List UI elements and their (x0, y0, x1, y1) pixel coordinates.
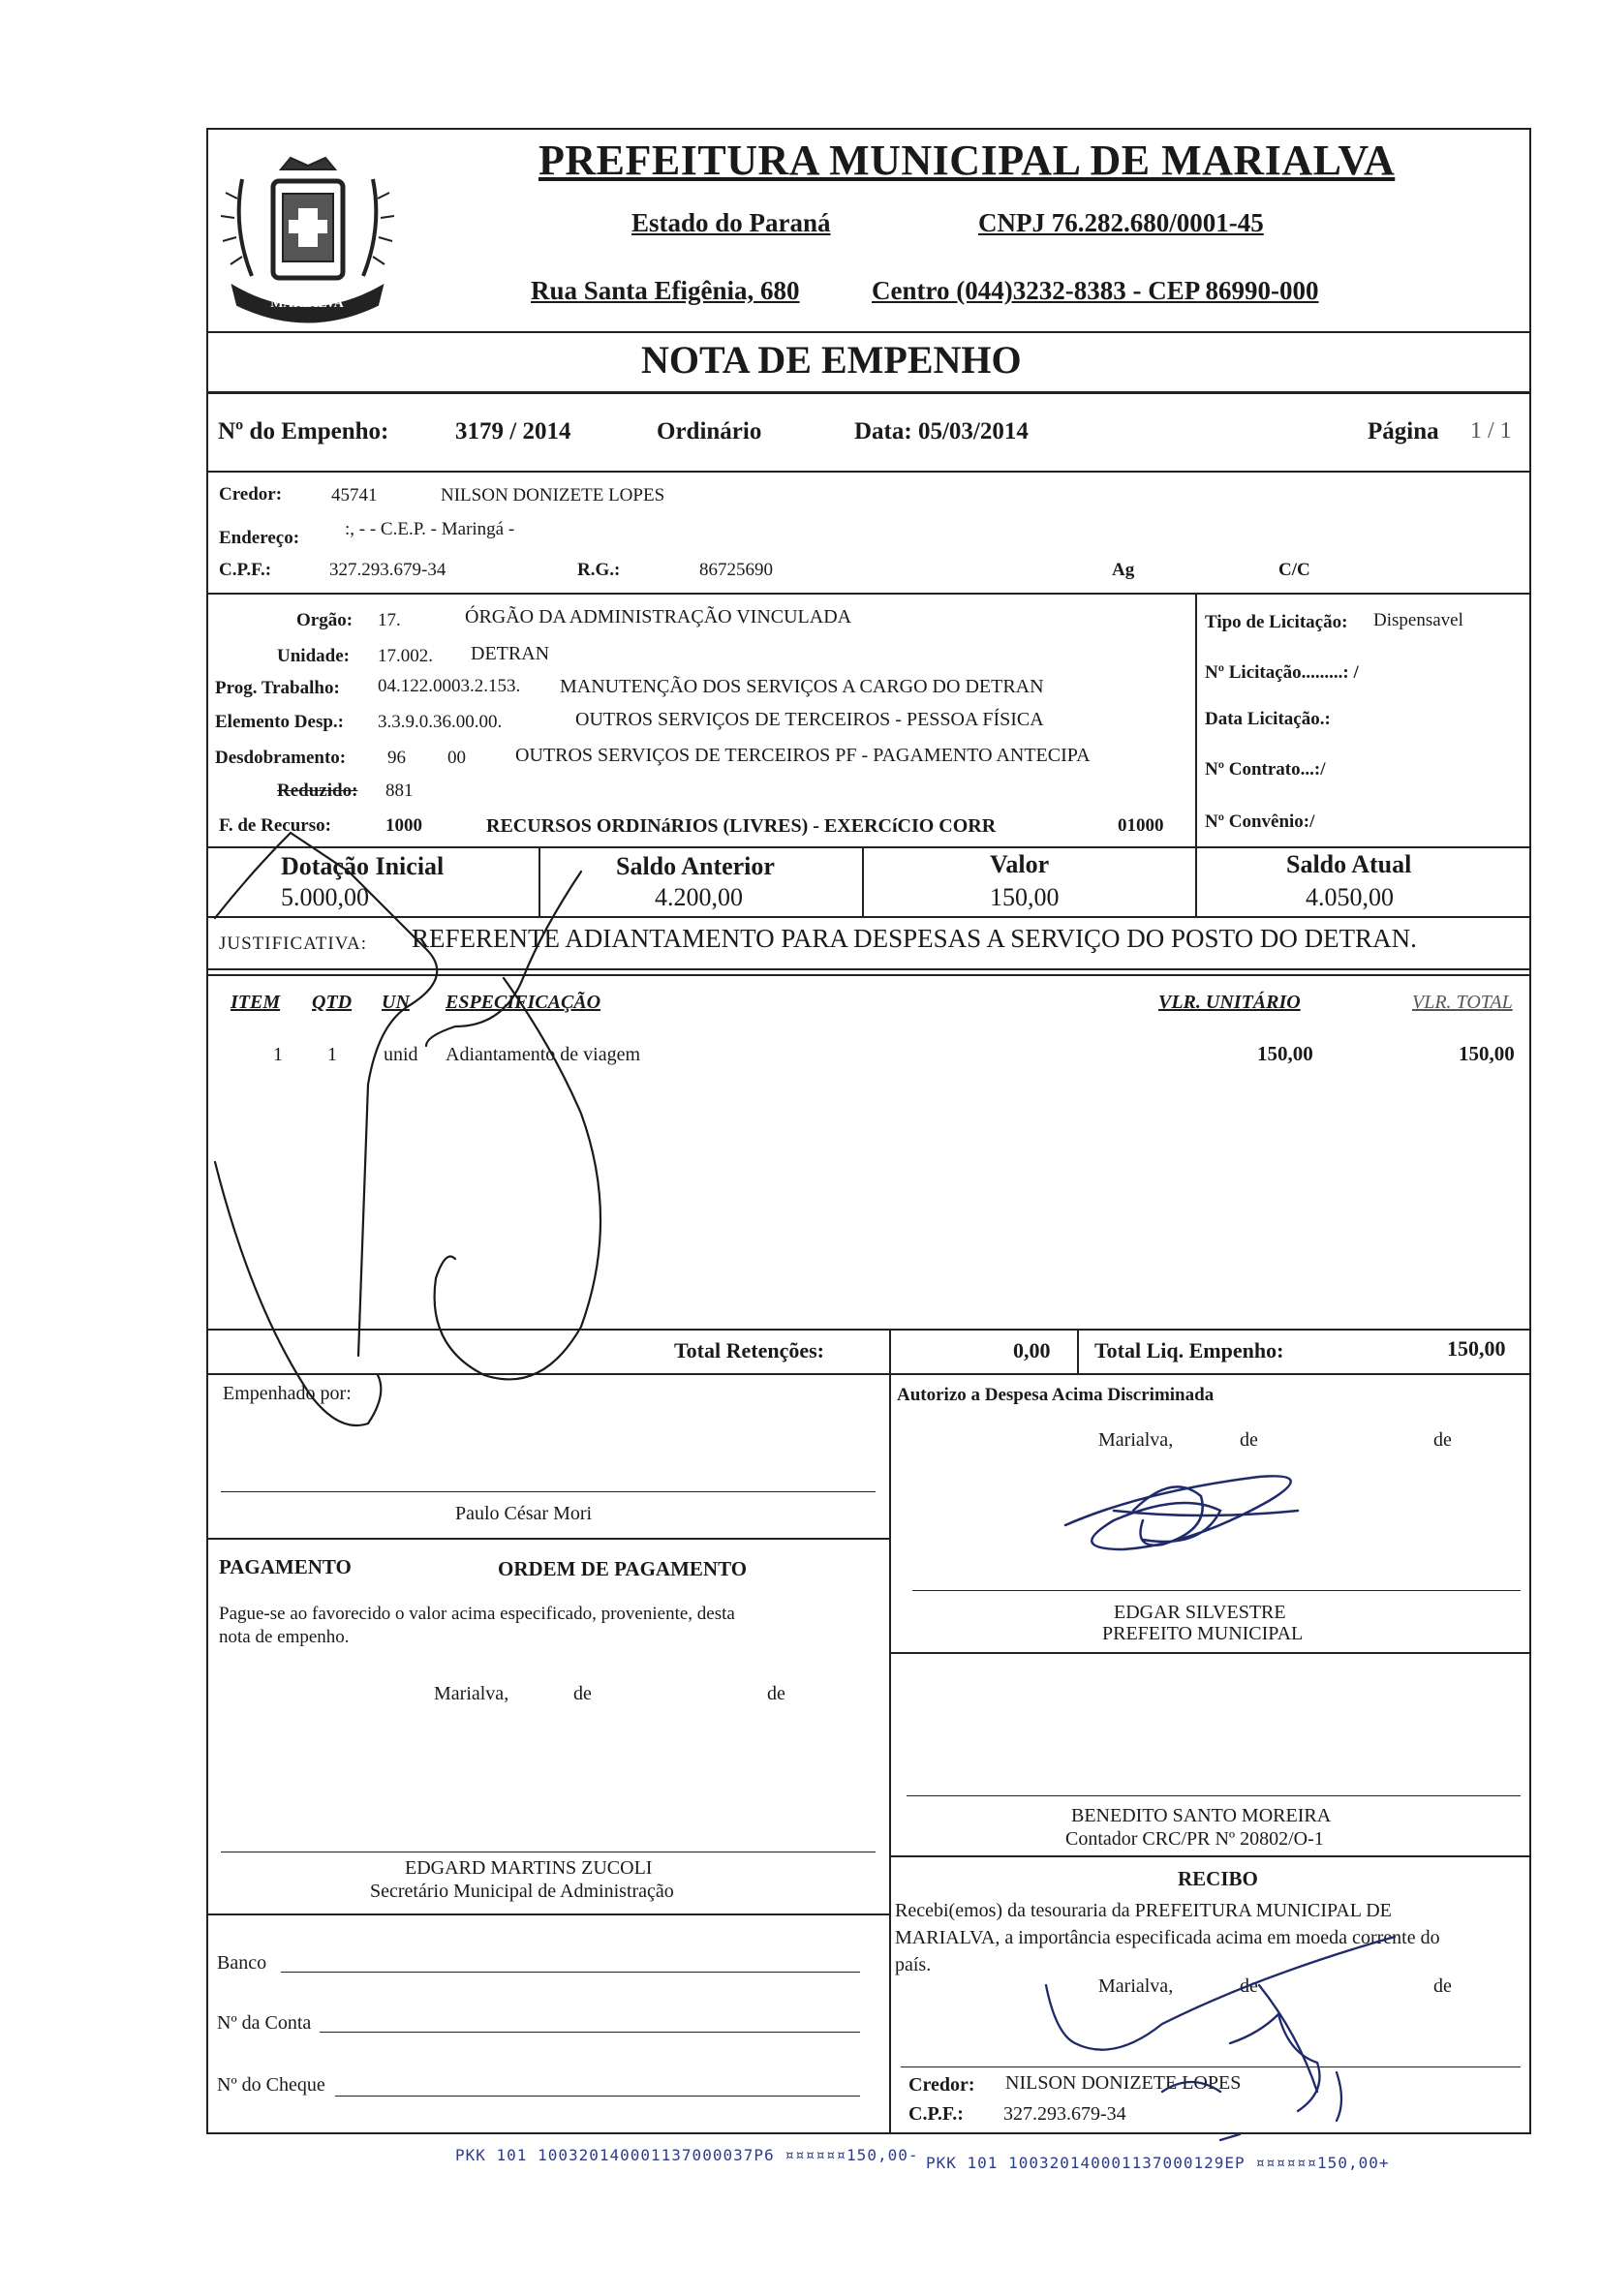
pagamento-label: PAGAMENTO (219, 1555, 352, 1578)
divider (889, 1373, 891, 2134)
divider (889, 1855, 1531, 1857)
divider (206, 1373, 1531, 1375)
desdobramento-label: Desdobramento: (215, 748, 347, 768)
prog-label: Prog. Trabalho: (215, 678, 340, 698)
contador-name: BENEDITO SANTO MOREIRA (1071, 1805, 1332, 1826)
recurso-label: F. de Recurso: (219, 815, 331, 836)
bank-stamp-left: PKK 101 100320140001137000037P6 ¤¤¤¤¤¤150,00- (455, 2146, 919, 2164)
divider (206, 1329, 1531, 1331)
recurso-code: 1000 (385, 815, 422, 836)
recurso-name: RECURSOS ORDINáRIOS (LIVRES) - EXERCíCIO CORR (486, 815, 997, 837)
signature-line (907, 1795, 1521, 1796)
row-spec: Adiantamento de viagem (446, 1044, 641, 1065)
saldo-anterior-value: 4.200,00 (655, 883, 743, 911)
signature-line (901, 2066, 1521, 2067)
bank-stamp-right: PKK 101 100320140001137000129EP ¤¤¤¤¤¤150,00+ (926, 2154, 1390, 2172)
credor-name: NILSON DONIZETE LOPES (441, 485, 665, 505)
banco-label: Banco (217, 1952, 267, 1974)
prefeito-name: EDGAR SILVESTRE (1114, 1602, 1286, 1623)
reduzido-label: Reduzido: (277, 781, 358, 801)
credor-label: Credor: (219, 484, 283, 505)
recibo-text-1: Recebi(emos) da tesouraria da PREFEITURA MUNICIPAL DE (895, 1900, 1392, 1921)
ordem-pagamento-title: ORDEM DE PAGAMENTO (498, 1557, 748, 1580)
recibo-de-1: de (1240, 1975, 1258, 1997)
pagamento-text-2: nota de empenho. (219, 1627, 350, 1647)
col-vlr-unitario: VLR. UNITÁRIO (1158, 992, 1301, 1013)
divider (206, 471, 1531, 473)
cpf-label: C.P.F.: (219, 560, 272, 580)
header-state: Estado do Paraná (631, 208, 831, 237)
divider (1077, 1329, 1079, 1373)
recurso-code2: 01000 (1118, 815, 1164, 836)
recibo-title: RECIBO (1178, 1867, 1258, 1890)
signature-line (221, 1491, 876, 1492)
row-unit: 150,00 (1257, 1042, 1313, 1065)
liq-empenho-label: Total Liq. Empenho: (1094, 1338, 1284, 1362)
orgao-label: Orgão: (296, 610, 354, 630)
row-un: unid (384, 1044, 418, 1065)
coat-label: MARIALVA (270, 296, 344, 311)
liq-empenho-value: 150,00 (1447, 1336, 1506, 1361)
empenho-date: Data: 05/03/2014 (854, 418, 1029, 444)
row-qtd: 1 (327, 1044, 337, 1065)
header-cnpj: CNPJ 76.282.680/0001-45 (978, 208, 1264, 237)
col-qtd: QTD (312, 992, 353, 1013)
document-title: NOTA DE EMPENHO (641, 338, 1022, 382)
secretario-name: EDGARD MARTINS ZUCOLI (405, 1857, 653, 1879)
unidade-code: 17.002. (378, 646, 433, 666)
divider (889, 1329, 891, 1373)
tipo-licitacao-label: Tipo de Licitação: (1205, 612, 1348, 632)
divider (889, 1652, 1531, 1654)
dotacao-label: Dotação Inicial (281, 852, 445, 880)
page-value: 1 / 1 (1470, 418, 1512, 444)
unidade-name: DETRAN (471, 643, 550, 664)
num-contrato: Nº Contrato...:/ (1205, 759, 1326, 780)
recibo-city: Marialva, (1098, 1975, 1174, 1997)
rg-label: R.G.: (577, 560, 621, 580)
coat-of-arms (213, 140, 402, 334)
recibo-text-3: país. (895, 1954, 932, 1975)
saldo-atual-label: Saldo Atual (1286, 850, 1412, 878)
desdobramento-code: 96 (387, 748, 406, 768)
recibo-credor-value: NILSON DONIZETE LOPES (1005, 2072, 1242, 2094)
tipo-licitacao-value: Dispensavel (1373, 610, 1463, 630)
empenhado-name: Paulo César Mori (455, 1503, 593, 1524)
retencoes-value: 0,00 (1013, 1338, 1051, 1362)
divider (1195, 593, 1197, 846)
cc-label: C/C (1278, 560, 1310, 580)
divider (206, 391, 1531, 394)
divider (206, 1913, 889, 1915)
desdobramento-name: OUTROS SERVIÇOS DE TERCEIROS PF - PAGAMENTO ANTECIPA (515, 745, 1091, 766)
divider (1195, 846, 1197, 916)
rg-value: 86725690 (699, 560, 773, 580)
num-licitacao: Nº Licitação.........: / (1205, 662, 1359, 683)
page-label: Página (1368, 418, 1439, 444)
header-title: PREFEITURA MUNICIPAL DE MARIALVA (538, 137, 1396, 184)
divider (206, 846, 1531, 848)
ag-label: Ag (1112, 560, 1135, 580)
prog-code: 04.122.0003.2.153. (378, 676, 521, 696)
conta-field[interactable] (320, 2032, 860, 2033)
empenho-number: 3179 / 2014 (455, 418, 571, 444)
justificativa-text: REFERENTE ADIANTAMENTO PARA DESPESAS A SERVIÇO DO POSTO DO DETRAN. (412, 924, 1417, 953)
elemento-code: 3.3.9.0.36.00.00. (378, 712, 503, 732)
autorizo-de-1: de (1240, 1429, 1258, 1451)
contador-role: Contador CRC/PR Nº 20802/O-1 (1065, 1828, 1324, 1850)
autorizo-de-2: de (1433, 1429, 1452, 1451)
autorizo-label: Autorizo a Despesa Acima Discriminada (897, 1385, 1215, 1405)
row-total: 150,00 (1459, 1042, 1515, 1065)
col-vlr-total: VLR. TOTAL (1412, 992, 1513, 1013)
orgao-name: ÓRGÃO DA ADMINISTRAÇÃO VINCULADA (465, 606, 852, 628)
unidade-label: Unidade: (277, 646, 350, 666)
recibo-text-2: MARIALVA, a importância especificada acima em moeda corrente do (895, 1927, 1440, 1948)
recibo-cpf-value: 327.293.679-34 (1003, 2103, 1126, 2125)
header-contact: Centro (044)3232-8383 - CEP 86990-000 (872, 276, 1319, 305)
cpf-value: 327.293.679-34 (329, 560, 446, 580)
header-address: Rua Santa Efigênia, 680 (531, 276, 800, 305)
autorizo-city: Marialva, (1098, 1429, 1174, 1451)
empenhado-label: Empenhado por: (223, 1383, 352, 1404)
pagamento-de-2: de (767, 1683, 785, 1704)
elemento-name: OUTROS SERVIÇOS DE TERCEIROS - PESSOA FÍSICA (575, 709, 1044, 730)
valor-value: 150,00 (990, 883, 1060, 911)
divider (206, 331, 1531, 333)
justificativa-label: JUSTIFICATIVA: (219, 934, 368, 954)
divider (862, 846, 864, 916)
empenho-type: Ordinário (657, 418, 762, 444)
divider (206, 974, 1531, 976)
saldo-anterior-label: Saldo Anterior (616, 852, 775, 880)
banco-field[interactable] (281, 1972, 860, 1973)
pagamento-de-1: de (573, 1683, 592, 1704)
retencoes-label: Total Retenções: (674, 1338, 824, 1362)
signature-line (912, 1590, 1521, 1591)
dotacao-value: 5.000,00 (281, 883, 369, 911)
col-item: ITEM (231, 992, 281, 1013)
row-item: 1 (273, 1044, 283, 1065)
prefeito-role: PREFEITO MUNICIPAL (1102, 1623, 1304, 1644)
recibo-credor-label: Credor: (908, 2074, 975, 2096)
valor-label: Valor (990, 850, 1050, 878)
recibo-cpf-label: C.P.F.: (908, 2103, 964, 2125)
conta-label: Nº da Conta (217, 2012, 312, 2034)
pagamento-city: Marialva, (434, 1683, 509, 1704)
prog-name: MANUTENÇÃO DOS SERVIÇOS A CARGO DO DETRAN (560, 676, 1044, 697)
divider (206, 916, 1531, 918)
orgao-code: 17. (378, 610, 401, 630)
elemento-label: Elemento Desp.: (215, 712, 344, 732)
pagamento-text-1: Pague-se ao favorecido o valor acima especificado, proveniente, desta (219, 1604, 735, 1624)
divider (538, 846, 540, 916)
divider (206, 593, 1531, 595)
col-especificacao: ESPECIFICAÇÃO (446, 992, 601, 1013)
col-un: UN (382, 992, 410, 1013)
credor-code: 45741 (331, 485, 378, 505)
cheque-field[interactable] (335, 2096, 860, 2097)
endereco-value: :, - - C.E.P. - Maringá - (345, 519, 515, 539)
desdobramento-code2: 00 (447, 748, 466, 768)
recibo-de-2: de (1433, 1975, 1452, 1997)
endereco-label: Endereço: (219, 528, 300, 548)
data-licitacao: Data Licitação.: (1205, 709, 1331, 729)
cheque-label: Nº do Cheque (217, 2074, 325, 2096)
saldo-atual-value: 4.050,00 (1306, 883, 1394, 911)
divider (206, 968, 1531, 970)
num-convenio: Nº Convênio:/ (1205, 811, 1315, 832)
secretario-role: Secretário Municipal de Administração (370, 1881, 674, 1902)
reduzido-value: 881 (385, 781, 414, 801)
empenho-label: Nº do Empenho: (218, 418, 389, 444)
divider (206, 1538, 889, 1540)
